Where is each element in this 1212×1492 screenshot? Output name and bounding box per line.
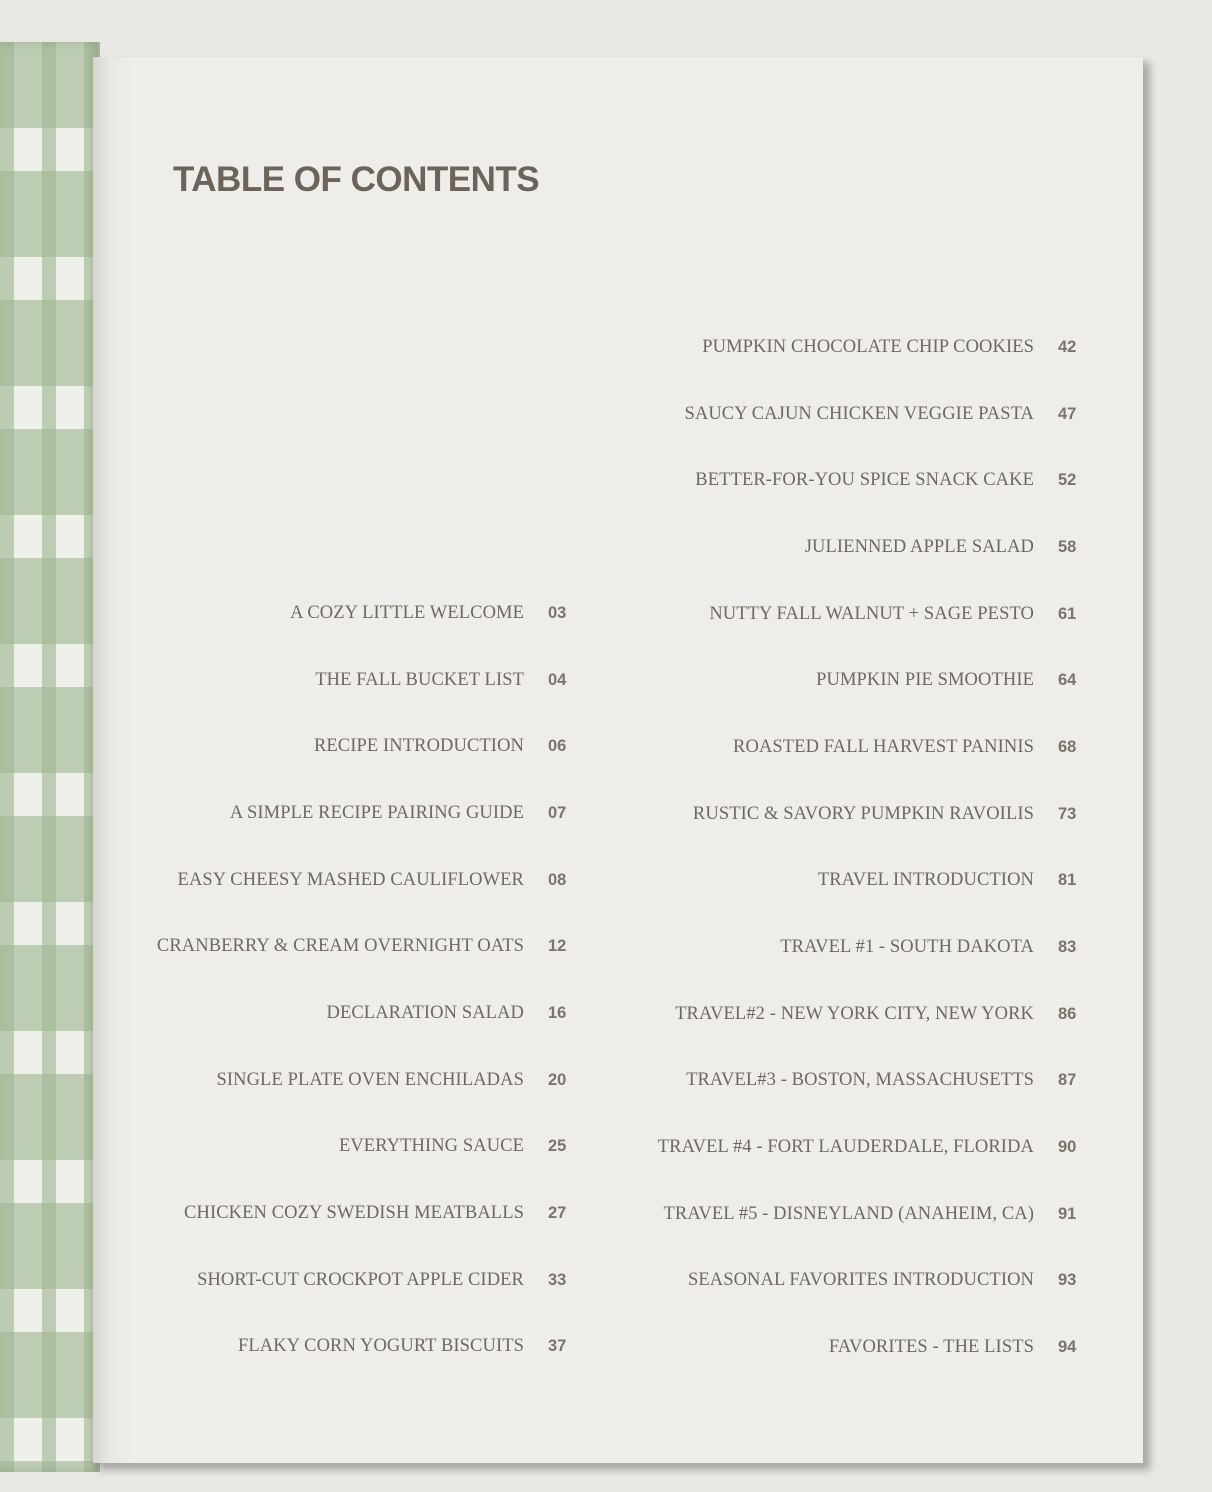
toc-page-number: 33 — [548, 1270, 567, 1289]
toc-right-column — [640, 314, 1080, 1381]
toc-entry[interactable] — [640, 714, 1080, 781]
toc-entry[interactable] — [640, 447, 1080, 514]
toc-entry-label: DECLARATION SALAD — [326, 1002, 524, 1023]
toc-entry-label: ROASTED FALL HARVEST PANINIS — [733, 736, 1034, 757]
toc-entry[interactable] — [640, 581, 1080, 648]
toc-entry-label: NUTTY FALL WALNUT + SAGE PESTO — [709, 603, 1034, 624]
toc-page-number: 37 — [548, 1337, 567, 1356]
toc-entry[interactable] — [130, 1247, 570, 1314]
toc-entry-label: TRAVEL#2 - NEW YORK CITY, NEW YORK — [675, 1003, 1034, 1024]
toc-page-number: 93 — [1058, 1271, 1077, 1290]
toc-page-number: 86 — [1058, 1004, 1077, 1023]
toc-entry-label: BETTER-FOR-YOU SPICE SNACK CAKE — [695, 470, 1034, 491]
toc-page-number: 27 — [548, 1204, 567, 1223]
toc-page-number: 25 — [548, 1137, 567, 1156]
toc-entry-label: SINGLE PLATE OVEN ENCHILADAS — [216, 1069, 524, 1090]
toc-entry-label: TRAVEL #4 - FORT LAUDERDALE, FLORIDA — [657, 1137, 1034, 1158]
toc-entry[interactable] — [130, 647, 570, 714]
toc-page-number: 61 — [1058, 604, 1077, 623]
toc-page-number: 83 — [1058, 938, 1077, 957]
toc-entry[interactable] — [130, 780, 570, 847]
toc-entry-label: SEASONAL FAVORITES INTRODUCTION — [687, 1270, 1034, 1291]
toc-page-number: 64 — [1058, 671, 1077, 690]
toc-page-number: 91 — [1058, 1204, 1077, 1223]
toc-entry[interactable] — [640, 981, 1080, 1048]
toc-entry-label: JULIENNED APPLE SALAD — [804, 536, 1034, 557]
toc-entry[interactable] — [640, 1314, 1080, 1381]
toc-entry[interactable] — [130, 580, 570, 647]
toc-entry[interactable] — [640, 647, 1080, 714]
toc-page-number: 94 — [1058, 1338, 1077, 1357]
toc-entry-label: RUSTIC & SAVORY PUMPKIN RAVOILIS — [692, 803, 1034, 824]
toc-entry[interactable] — [640, 781, 1080, 848]
toc-page-number: 20 — [548, 1070, 567, 1089]
toc-page-number: 08 — [548, 870, 567, 889]
toc-entry-label: EVERYTHING SAUCE — [338, 1136, 524, 1157]
toc-entry-label: RECIPE INTRODUCTION — [313, 736, 524, 757]
toc-page-number: 58 — [1058, 537, 1077, 556]
toc-entry-label: TRAVEL #5 - DISNEYLAND (ANAHEIM, CA) — [663, 1203, 1034, 1224]
toc-entry-label: EASY CHEESY MASHED CAULIFLOWER — [177, 869, 524, 890]
toc-page-number: 16 — [548, 1003, 567, 1022]
toc-entry[interactable] — [130, 713, 570, 780]
toc-entry-label: TRAVEL#3 - BOSTON, MASSACHUSETTS — [686, 1070, 1034, 1091]
toc-entry-label: FAVORITES - THE LISTS — [828, 1337, 1034, 1358]
gingham-cover-edge — [0, 42, 100, 1472]
page-title: TABLE OF CONTENTS — [173, 160, 540, 199]
toc-entry[interactable] — [130, 847, 570, 914]
toc-entry[interactable] — [640, 314, 1080, 381]
toc-page-number: 47 — [1058, 404, 1077, 423]
toc-entry-label: FLAKY CORN YOGURT BISCUITS — [237, 1336, 524, 1357]
toc-entry[interactable] — [130, 1047, 570, 1114]
toc-entry-label: PUMPKIN PIE SMOOTHIE — [816, 670, 1034, 691]
toc-entry[interactable] — [130, 1180, 570, 1247]
toc-entry[interactable] — [640, 1114, 1080, 1181]
toc-page-number: 03 — [548, 603, 567, 622]
toc-entry[interactable] — [640, 1181, 1080, 1248]
toc-entry[interactable] — [640, 381, 1080, 448]
toc-page-number: 52 — [1058, 471, 1077, 490]
toc-entry[interactable] — [130, 980, 570, 1047]
toc-entry[interactable] — [130, 913, 570, 980]
toc-page-number: 04 — [548, 670, 567, 689]
toc-page-number: 90 — [1058, 1138, 1077, 1157]
toc-entry-label: CHICKEN COZY SWEDISH MEATBALLS — [184, 1203, 524, 1224]
toc-entry[interactable] — [640, 848, 1080, 915]
toc-entry-label: SAUCY CAJUN CHICKEN VEGGIE PASTA — [684, 403, 1034, 424]
toc-entry-label: TRAVEL #1 - SOUTH DAKOTA — [780, 937, 1034, 958]
toc-entry-label: A SIMPLE RECIPE PAIRING GUIDE — [229, 802, 524, 823]
toc-page-number: 68 — [1058, 737, 1077, 756]
toc-page-number: 73 — [1058, 804, 1077, 823]
toc-entry-label: SHORT-CUT CROCKPOT APPLE CIDER — [197, 1269, 524, 1290]
toc-entry[interactable] — [640, 914, 1080, 981]
toc-entry[interactable] — [130, 1114, 570, 1181]
toc-entry-label: A COZY LITTLE WELCOME — [290, 602, 524, 623]
toc-entry-label: PUMPKIN CHOCOLATE CHIP COOKIES — [702, 336, 1034, 357]
toc-entry-label: CRANBERRY & CREAM OVERNIGHT OATS — [156, 936, 524, 957]
toc-entry[interactable] — [130, 1314, 570, 1381]
toc-entry[interactable] — [640, 1248, 1080, 1315]
toc-entry[interactable] — [640, 1048, 1080, 1115]
toc-left-column — [130, 580, 570, 1380]
toc-entry-label: TRAVEL INTRODUCTION — [817, 870, 1034, 891]
toc-page-number: 06 — [548, 737, 567, 756]
toc-page-number: 87 — [1058, 1071, 1077, 1090]
toc-entry[interactable] — [640, 514, 1080, 581]
toc-page-number: 12 — [548, 937, 567, 956]
toc-page-number: 81 — [1058, 871, 1077, 890]
toc-page-number: 42 — [1058, 337, 1077, 356]
toc-entry-label: THE FALL BUCKET LIST — [315, 669, 524, 690]
toc-page-number: 07 — [548, 803, 567, 822]
